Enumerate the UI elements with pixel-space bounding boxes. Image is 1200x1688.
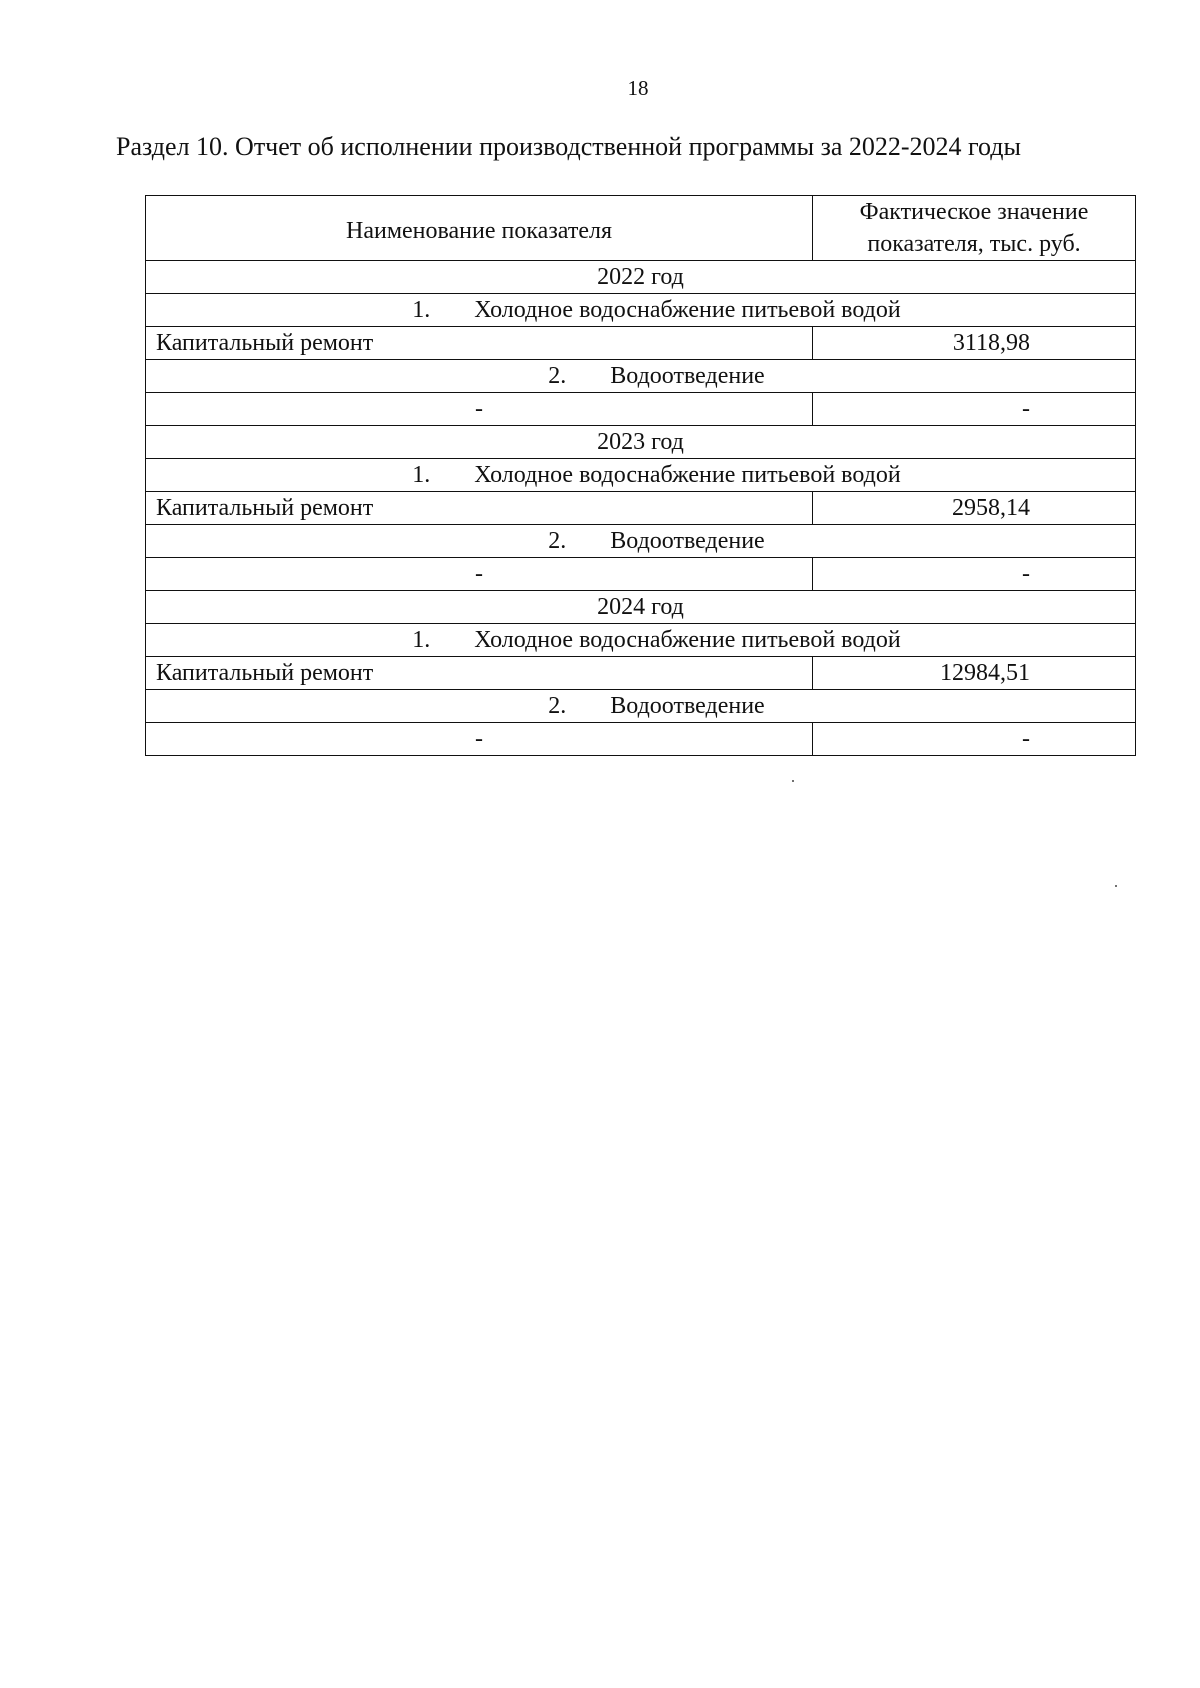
- year-row: [146, 426, 1136, 459]
- table-row: [146, 393, 1136, 426]
- service-cell: [146, 624, 1136, 657]
- header-indicator-name: Наименование показателя: [146, 196, 813, 261]
- indicator-value: 12984,51: [813, 657, 1136, 690]
- service-cell: [146, 360, 1136, 393]
- indicator-value: -: [813, 558, 1136, 591]
- service-cell: [146, 459, 1136, 492]
- scan-speck: [1115, 885, 1117, 887]
- service-number: 2.: [548, 693, 567, 719]
- table-row: [146, 558, 1136, 591]
- page-number: 18: [627, 76, 649, 100]
- service-cell: [146, 690, 1136, 723]
- service-number: 1.: [412, 462, 431, 488]
- service-row: [146, 525, 1136, 558]
- indicator-name: Капитальный ремонт: [146, 492, 813, 525]
- service-label: Холодное водоснабжение питьевой водой: [474, 297, 901, 323]
- indicator-name: -: [146, 393, 813, 426]
- year-row: [146, 261, 1136, 294]
- table-header-row: [146, 196, 1136, 261]
- service-row: [146, 690, 1136, 723]
- header-actual-value: Фактическое значение показателя, тыс. руб.: [813, 196, 1136, 261]
- service-cell: [146, 525, 1136, 558]
- service-label: Водоотведение: [610, 693, 765, 719]
- service-label: Водоотведение: [610, 528, 765, 554]
- service-number: 1.: [412, 627, 431, 653]
- indicator-value: -: [813, 393, 1136, 426]
- indicator-name: Капитальный ремонт: [146, 657, 813, 690]
- scan-speck: [792, 780, 794, 782]
- service-row: [146, 624, 1136, 657]
- indicator-value: -: [813, 723, 1136, 756]
- service-label: Холодное водоснабжение питьевой водой: [474, 627, 901, 653]
- service-row: [146, 294, 1136, 327]
- table-row: [146, 327, 1136, 360]
- service-cell: [146, 294, 1136, 327]
- indicator-value: 3118,98: [813, 327, 1136, 360]
- table-row: [146, 492, 1136, 525]
- indicator-name: -: [146, 723, 813, 756]
- year-label: 2023 год: [146, 426, 1136, 459]
- year-row: [146, 591, 1136, 624]
- indicator-name: Капитальный ремонт: [146, 327, 813, 360]
- year-label: 2024 год: [146, 591, 1136, 624]
- indicator-value: 2958,14: [813, 492, 1136, 525]
- service-number: 1.: [412, 297, 431, 323]
- report-table: [145, 195, 1136, 756]
- indicator-name: -: [146, 558, 813, 591]
- table-row: [146, 723, 1136, 756]
- service-number: 2.: [548, 528, 567, 554]
- service-row: [146, 360, 1136, 393]
- service-label: Водоотведение: [610, 363, 765, 389]
- service-label: Холодное водоснабжение питьевой водой: [474, 462, 901, 488]
- table-row: [146, 657, 1136, 690]
- service-row: [146, 459, 1136, 492]
- year-label: 2022 год: [146, 261, 1136, 294]
- service-number: 2.: [548, 363, 567, 389]
- section-title: Раздел 10. Отчет об исполнении производственной программы за 2022-2024 годы: [116, 132, 1021, 161]
